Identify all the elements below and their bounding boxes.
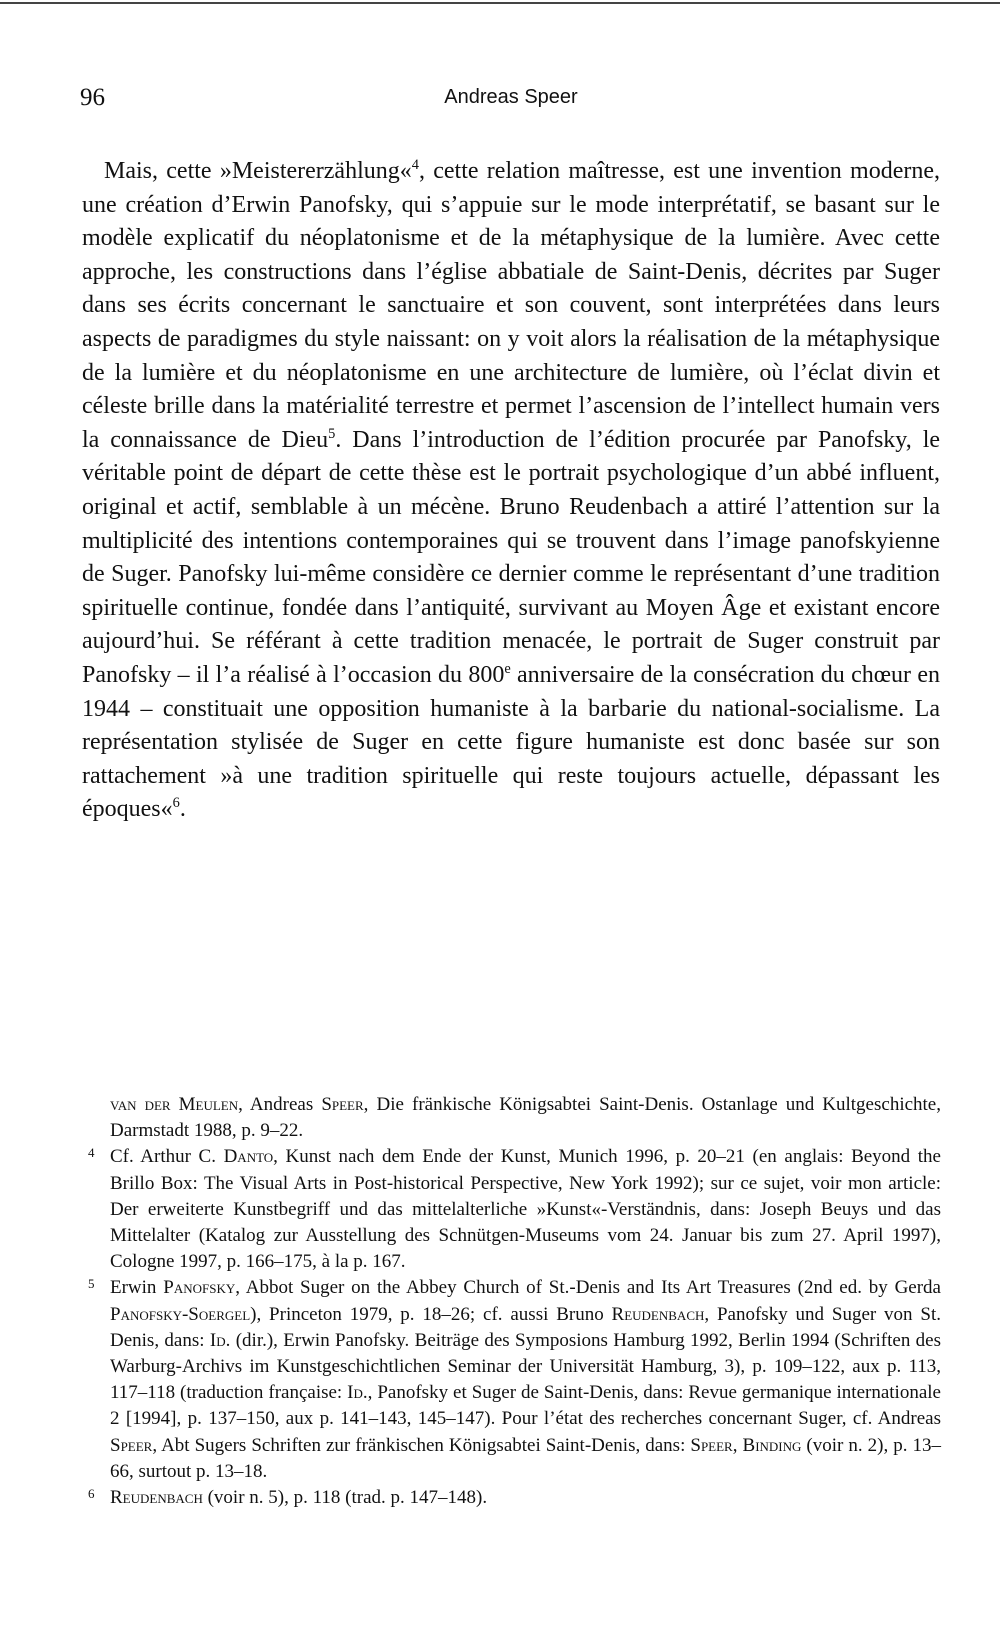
footnote-6 [88,1485,941,1511]
author-name: Speer [321,1094,364,1115]
author-name: Speer [690,1434,733,1456]
footnote-text: ., Panofsky et Suger de Saint-Denis, dans: Revue germanique internationale 2 [1994], p. 137–150, aux p. 141–143, 145–147). Pour l’état des recherches concernant Suger, cf. Andreas [110,1382,941,1430]
page-header [80,84,942,120]
footnote-text: , Abt Sugers Schriften zur fränkischen Königsabtei Saint-Denis, dans: [152,1434,691,1456]
footnote-text: (voir n. 2), p. 13–66, surtout p. 13–18. [110,1434,942,1482]
body-text: , cette relation maîtresse, est une invention moderne, une création d’Erwin Panofsky, qui s’appuie sur le mode interprétatif, se basant sur le modèle explicatif du néoplatonisme et de la métaphysique de la lumière. Avec cette approche, les constructions dans l’église abbatiale de Saint-Denis, décrites par Suger dans ses écrits concernant le sanctuaire et son couvent, sont interprétées dans leurs aspects de paradigmes du style naissant: on y voit alors la réalisation de la métaphysique de la lumière et du néoplatonisme en une architecture de lumière, où l’éclat divin et céleste brille dans la matérialité terrestre et permet l’ascension de l’intellect humain vers la connaissance de Dieu [82,158,940,453]
main-paragraph [82,155,940,827]
page-number: 96 [80,84,105,111]
body-text: . [179,796,186,823]
body-text: . Dans l’introduction de l’édition procurée par Panofsky, le véritable point de départ de cette thèse est le portrait psychologique d’un abbé influent, original et actif, semblable à un mécène. Bruno Reudenbach a attiré l’attention sur la multiplicité des intentions contemporaines qui se trouvent dans l’image panofskyienne de Suger. Panofsky lui-même considère ce dernier comme le représentant d’une tradition spirituelle continue, fondée dans l’antiquité, survivant au Moyen Âge et existant encore aujourd’hui. Se référant à cette tradition menacée, le portrait de Suger construit par Panofsky – il l’a réalisé à l’occasion du 800 [82,426,941,688]
author-name: Binding [742,1434,802,1456]
body-text: Mais, cette »Meistererzählung« [104,158,412,184]
running-head: Andreas Speer [444,86,578,108]
footnote-continuation [88,1092,941,1144]
author-name: Speer [110,1434,153,1456]
author-name: Danto [223,1146,274,1168]
footnote-text: , [732,1434,743,1456]
author-name: Reudenbach [611,1303,705,1325]
author-name: Panofsky-Soergel [110,1303,251,1325]
footnote-number: 6 [88,1486,95,1502]
author-name: van der Meulen [110,1094,239,1115]
author-name: Panofsky [163,1277,236,1299]
footnote-number: 5 [88,1276,95,1292]
footnote-text: , Kunst nach dem Ende der Kunst, Munich 1996, p. 20–21 (en anglais: Beyond the Brillo Box: The Visual Arts in Post-historical Perspective, New York 1992); sur ce sujet, voir mon article: Der erweiterte Kunstbegriff und das mittelalterliche »Kunst«-Verständnis, dans: Joseph Beuys und das Mittelalter (Katalog zur Ausstellung des Schnütgen-Museums vom 24. Januar bis zum 27. April 1997), Cologne 1997, p. 166–175, à la p. 167. [110,1146,941,1273]
body-text: anniversaire de la consécration du chœur en 1944 – constituait une opposition humaniste à la barbarie du national-socialisme. La représentation stylisée de Suger en cette figure humaniste est donc basée sur son rattachement »à une tradition spirituelle qui reste toujours actuelle, dépassant les époques« [82,661,940,823]
author-name: Id [209,1329,226,1351]
author-name: Reudenbach [110,1487,203,1509]
footnote-text: Cf. Arthur C. [110,1146,224,1168]
footnote-text: Erwin [110,1277,164,1299]
author-name: Id [347,1382,363,1404]
top-rule [0,2,1000,4]
footnotes [88,1092,941,1511]
footnote-text: ), Princeton 1979, p. 18–26; cf. aussi Bruno [250,1303,612,1325]
ordinal-superscript: e [504,660,511,677]
footnote-5 [88,1275,941,1485]
footnote-ref-5[interactable]: 5 [328,425,336,442]
footnote-ref-4[interactable]: 4 [411,157,419,173]
footnote-text: (voir n. 5), p. 118 (trad. p. 147–148). [202,1487,488,1509]
footnote-text: , Panofsky und Suger von St. Denis, dans: [110,1303,941,1351]
footnote-text: , Abbot Suger on the Abbey Church of St.-Denis and Its Art Treasures (2nd ed. by Gerda [235,1277,941,1299]
footnote-ref-6[interactable]: 6 [172,795,180,812]
footnote-text: , Andreas [238,1094,322,1115]
footnote-4 [88,1144,941,1275]
footnote-text: , Die fränkische Königsabtei Saint-Denis. Ostanlage und Kultgeschichte, Darmstadt 1988, p. 9–22. [110,1094,941,1142]
footnote-text: . (dir.), Erwin Panofsky. Beiträge des Symposions Hamburg 1992, Berlin 1994 (Schriften des Warburg-Archivs im Kunstgeschichtlichen Seminar der Universität Hamburg, 3), p. 109–122, aux p. 113, 117–118 (traduction française: [110,1329,942,1404]
footnote-number: 4 [88,1145,95,1161]
